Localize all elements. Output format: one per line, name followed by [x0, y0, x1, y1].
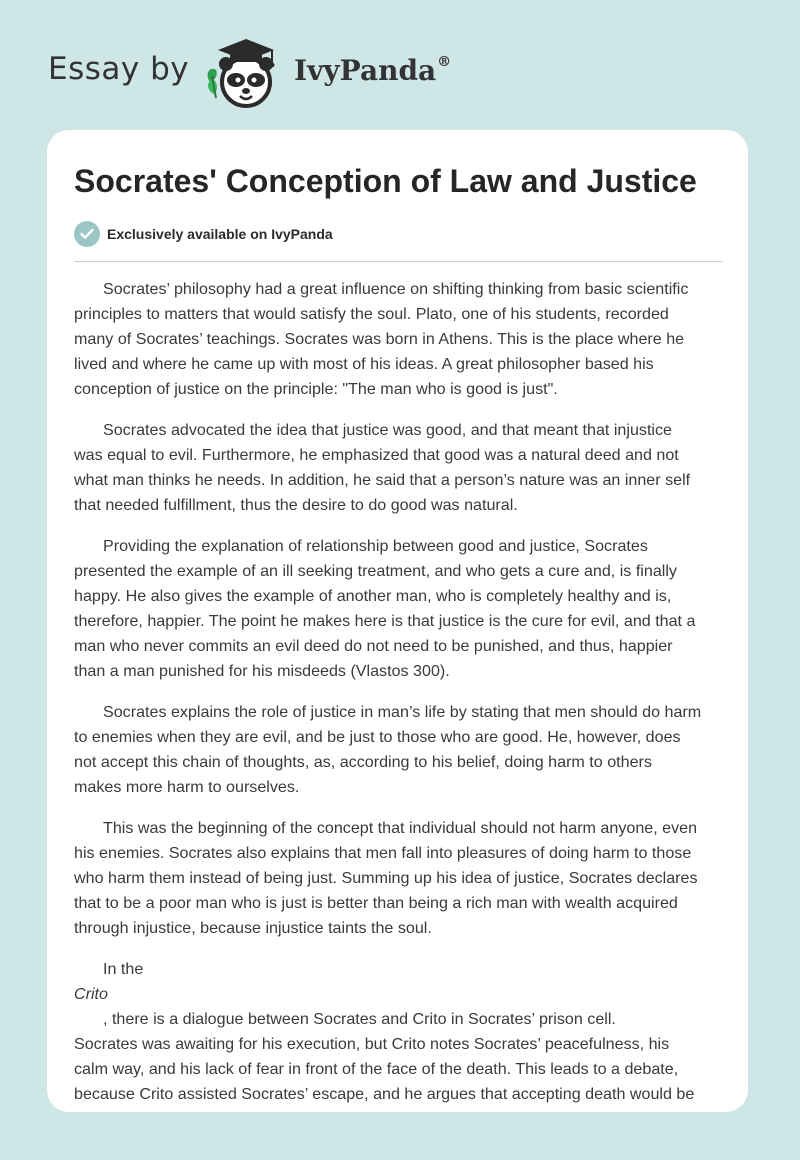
text-line: man who never commits an evil deed do not need to be punished, and thus, happier: [74, 637, 673, 655]
text-line: conception of justice on the principle: "The man who is good is just".: [74, 380, 558, 398]
text-line: Socrates advocated the idea that justice was good, and that meant that injustice: [103, 421, 673, 439]
text-fragment: In the: [103, 960, 144, 978]
text-line: his enemies. Socrates also explains that men fall into pleasures of doing harm to those: [74, 844, 692, 862]
text-line: Socrates was awaiting for his execution, but Crito notes Socrates’ peacefulness, his: [74, 1035, 670, 1053]
text-line: because Crito assisted Socrates’ escape, and he argues that accepting death would be: [74, 1085, 695, 1103]
text-line: calm way, and his lack of fear in front of the face of the death. This leads to a debate,: [74, 1060, 679, 1078]
text-line: that to be a poor man who is just is better than being a rich man with wealth acquired: [74, 894, 678, 912]
text-line: lived and where he came up with most of his ideas. A great philosopher based his: [74, 355, 654, 373]
text-line: Providing the explanation of relationship between good and justice, Socrates: [103, 537, 648, 555]
registered-mark: ®: [437, 54, 452, 70]
brand-prefix: Essay by: [48, 51, 190, 87]
brand-header: [48, 36, 508, 108]
divider: [74, 261, 723, 262]
text-line: was equal to evil. Furthermore, he emphasized that good was a natural deed and not: [74, 446, 679, 464]
paragraph-3: [74, 534, 726, 684]
exclusive-badge: [74, 221, 333, 247]
text-line: therefore, happier. The point he makes here is that justice is the cure for evil, and that a: [74, 612, 696, 630]
paragraph-1: [74, 277, 726, 402]
text-line: Socrates’ philosophy had a great influence on shifting thinking from basic scientific: [103, 280, 689, 298]
text-line: makes more harm to ourselves.: [74, 778, 300, 796]
text-line: to enemies when they are evil, and be just to those who are good. He, however, does: [74, 728, 681, 746]
panda-logo-icon[interactable]: [200, 36, 292, 108]
text-line: Socrates explains the role of justice in man’s life by stating that men should do harm: [103, 703, 702, 721]
text-line: who harm them instead of being just. Summing up his idea of justice, Socrates declares: [74, 869, 698, 887]
page-title: Socrates' Conception of Law and Justice: [74, 163, 697, 199]
check-icon: [74, 221, 100, 247]
text-line: This was the beginning of the concept that individual should not harm anyone, even: [103, 819, 698, 837]
text-line: through injustice, because injustice taints the soul.: [74, 919, 432, 937]
paragraph-5: [74, 816, 726, 941]
paragraph-2: [74, 418, 726, 518]
text-line: many of Socrates’ teachings. Socrates was born in Athens. This is the place where he: [74, 330, 685, 348]
paragraph-6: [74, 957, 726, 1107]
brand-name[interactable]: IvyPanda®: [294, 54, 452, 87]
text-line: presented the example of an ill seeking treatment, and who gets a cure and, is finally: [74, 562, 677, 580]
text-line: not accept this chain of thoughts, as, according to his belief, doing harm to others: [74, 753, 652, 771]
essay-card: [47, 130, 748, 1112]
text-line: happy. He also gives the example of another man, who is completely healthy and is,: [74, 587, 672, 605]
text-line: [74, 957, 726, 1032]
essay-body: [74, 277, 726, 1112]
text-line: than a man punished for his misdeeds (Vlastos 300).: [74, 662, 450, 680]
badge-label: Exclusively available on IvyPanda: [107, 226, 333, 242]
paragraph-4: [74, 700, 726, 800]
text-fragment: , there is a dialogue between Socrates and Crito in Socrates’ prison cell.: [103, 1010, 616, 1028]
text-line: principles to matters that would satisfy the soul. Plato, one of his students, recorded: [74, 305, 669, 323]
text-line: that needed fulfillment, thus the desire to do good was natural.: [74, 496, 518, 514]
work-title: Crito: [74, 985, 108, 1003]
text-line: what man thinks he needs. In addition, he said that a person’s nature was an inner self: [74, 471, 691, 489]
